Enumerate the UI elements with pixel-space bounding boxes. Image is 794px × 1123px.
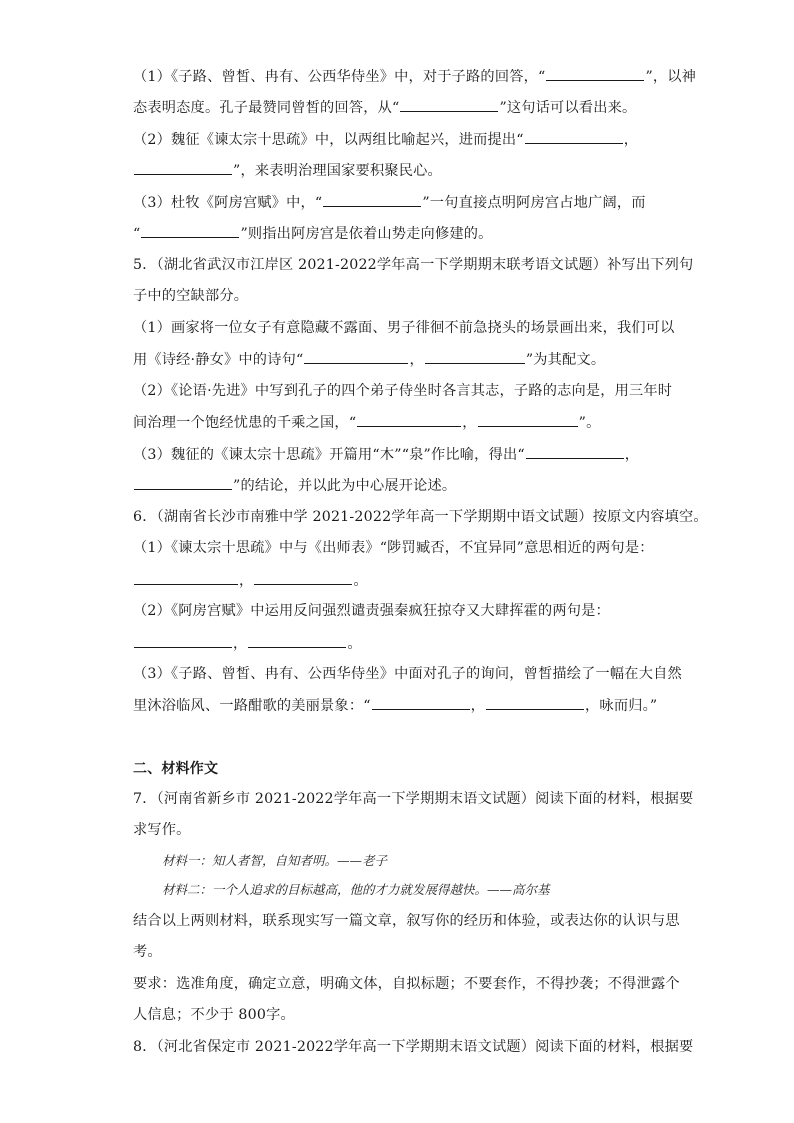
q4-item1-line2: 态表明态度。孔子最赞同曾皙的回答，从“ ”这句话可以看出来。 — [133, 97, 636, 118]
answer-blank[interactable] — [486, 695, 584, 710]
q4-item2-line1: （2）魏征《谏太宗十思疏》中，以两组比喻起兴，进而提出“ ， — [133, 129, 638, 150]
answer-blank[interactable] — [134, 633, 232, 648]
q6-item2-line2: ， 。 — [133, 633, 362, 654]
answer-blank[interactable] — [372, 695, 470, 710]
q5-item1-line2: 用《诗经·静女》中的诗句“ ， ”为其配文。 — [133, 349, 605, 370]
q7-requirement-line1: 要求：选准角度，确定立意，明确文体，自拟标题；不要套作，不得抄袭；不得泄露个 — [133, 976, 680, 992]
answer-blank[interactable] — [425, 349, 525, 364]
answer-blank[interactable] — [248, 633, 346, 648]
q6-item3-line2: 里沐浴临风、一路酣歌的美丽景象：“ ， ，咏而归。” — [133, 695, 657, 716]
q7-material-2: 材料二：一个人追求的目标越高，他的才力就发展得越快。——高尔基 — [162, 882, 550, 897]
q4-item3-line2: “ ”则指出阿房宫是依着山势走向修建的。 — [133, 223, 493, 244]
q4-item1-line1: （1）《子路、曾皙、冉有、公西华侍坐》中，对于子路的回答，“ ”，以神 — [133, 66, 696, 87]
answer-blank[interactable] — [400, 97, 498, 112]
answer-blank[interactable] — [526, 444, 624, 459]
answer-blank[interactable] — [478, 412, 578, 427]
q6-item1-line1: （1）《谏太宗十思疏》中与《出师表》“陟罚臧否，不宜异同”意思相近的两句是： — [133, 540, 654, 556]
q6-item2-line1: （2）《阿房宫赋》中运用反问强烈谴责强秦疯狂掠夺又大肆挥霍的两句是： — [133, 603, 610, 619]
answer-blank[interactable] — [525, 129, 623, 144]
answer-blank[interactable] — [546, 66, 644, 81]
q5-item1-line1: （1）画家将一位女子有意隐藏不露面、男子徘徊不前急挠头的场景画出来，我们可以 — [133, 320, 675, 336]
q8-stem-line1: 8．（河北省保定市 2021-2022学年高一下学期期末语文试题）阅读下面的材料，根据要 — [133, 1039, 694, 1055]
q6-item3-line1: （3）《子路、曾皙、冉有、公西华侍坐》中面对孔子的询问，曾皙描绘了一幅在大自然 — [133, 666, 682, 682]
q6-item1-line2: ， 。 — [133, 570, 368, 591]
q7-stem-line2: 求写作。 — [133, 822, 191, 838]
section-heading: 二、材料作文 — [133, 761, 219, 777]
answer-blank[interactable] — [357, 412, 461, 427]
q5-item2-line2: 间治理一个饱经忧患的千乘之国，“ ， ”。 — [133, 412, 601, 433]
q7-stem-line1: 7．（河南省新乡市 2021-2022学年高一下学期期末语文试题）阅读下面的材料，根据要 — [133, 791, 694, 807]
answer-blank[interactable] — [141, 223, 239, 238]
q7-material-1: 材料一：知人者智，自知者明。——老子 — [162, 853, 388, 868]
answer-blank[interactable] — [134, 570, 238, 585]
q5-item2-line1: （2）《论语·先进》中写到孔子的四个弟子侍坐时各言其志，子路的志向是，用三年时 — [133, 383, 673, 399]
answer-blank[interactable] — [323, 192, 421, 207]
q7-task-line2: 考。 — [133, 944, 162, 960]
q5-stem-line2: 子中的空缺部分。 — [133, 288, 249, 304]
answer-blank[interactable] — [134, 160, 232, 175]
answer-blank[interactable] — [254, 570, 352, 585]
q7-requirement-line2: 人信息；不少于 800字。 — [133, 1007, 295, 1023]
q4-item2-line2: ”，来表明治理国家要积聚民心。 — [133, 160, 442, 181]
q5-item3-line1: （3）魏征的《谏太宗十思疏》开篇用“木”“泉”作比喻，得出“ ， — [133, 444, 639, 465]
answer-blank[interactable] — [304, 349, 408, 364]
q5-stem-line1: 5．（湖北省武汉市江岸区 2021-2022学年高一下学期期末联考语文试题）补写出下列句 — [133, 257, 694, 273]
q4-item3-line1: （3）杜牧《阿房宫赋》中，“ ”一句直接点明阿房宫占地广阔，而 — [133, 192, 646, 213]
q5-item3-line2: ”的结论，并以此为中心展开论述。 — [133, 475, 456, 496]
answer-blank[interactable] — [134, 475, 232, 490]
q7-task-line1: 结合以上两则材料，联系现实写一篇文章，叙写你的经历和体验，或表达你的认识与思 — [133, 913, 680, 929]
q6-stem: 6．（湖南省长沙市南雅中学 2021-2022学年高一下学期期中语文试题）按原文内容填空。 — [133, 509, 708, 525]
